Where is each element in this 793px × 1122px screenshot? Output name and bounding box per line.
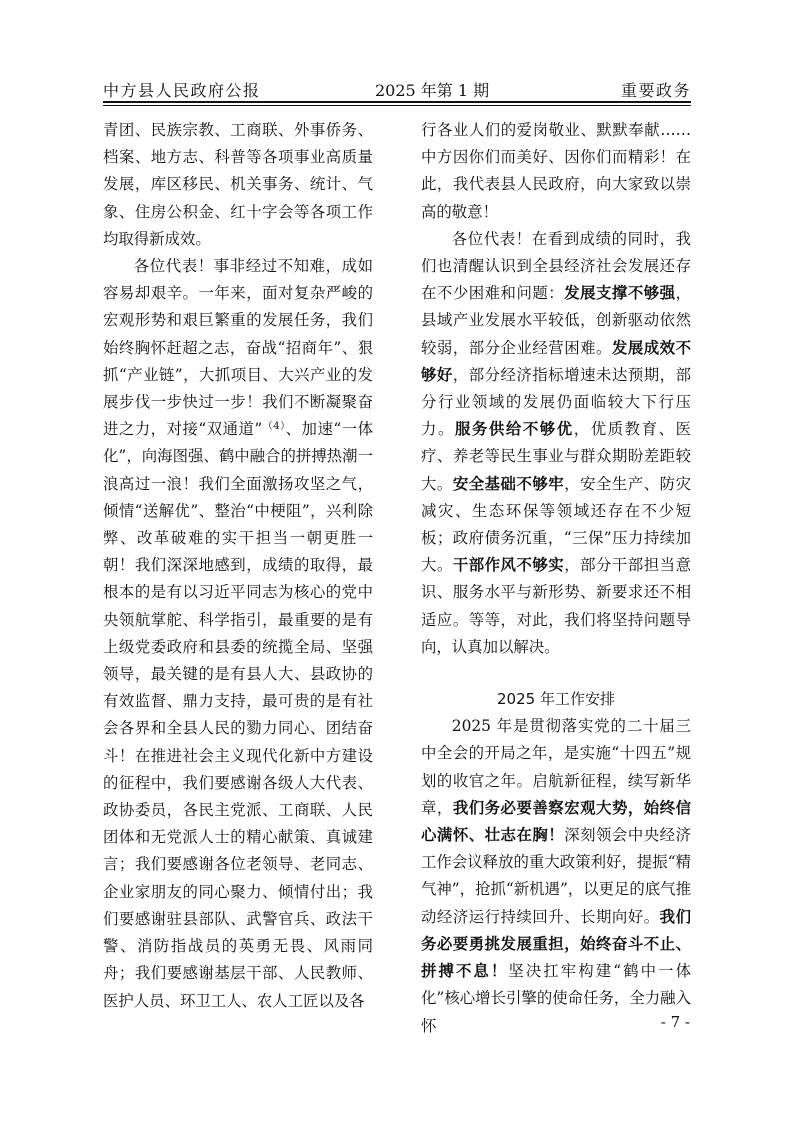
paragraph-text: ，县域产业发展水平较低，创新驱动依然较弱，部分企业经营困难。: [421, 284, 691, 357]
paragraph-achievements: [103, 253, 373, 1015]
paragraph-text: 各位代表！在看到成绩的同时，我们也清醒认识到全县经济社会发展还存在不少困难和问题：: [421, 229, 691, 303]
paragraph-work-plan: [421, 713, 691, 1039]
header-rule-thick: [103, 101, 691, 103]
paragraph-text: ，部分经济指标增速未达预期，部分行业领域的发展仍面临较大下行压力。: [421, 365, 691, 439]
bold-phrase: 发展成效不够好: [421, 338, 691, 384]
bold-phrase: 发展支撑不够强: [564, 284, 676, 303]
paragraph-continued: 青团、民族宗教、工商联、外事侨务、档案、地方志、科普等各项事业高质量发展，库区移民、机关事务、统计、气象、住房公积金、红十字会等各项工作均取得新成效。: [103, 121, 373, 248]
bold-phrase: 安全基础不够牢: [452, 474, 565, 493]
header-section-name: 重要政务: [620, 81, 691, 100]
header-issue: 2025 年第 1 期: [375, 81, 490, 100]
bold-phrase: 我们务必要勇挑发展重担，始终奋斗不止、拼搏不息！: [421, 907, 691, 981]
paragraph-text: ，安全生产、防灾减灾、生态环保等领域还存在不少短板；政府债务沉重，“三保”压力持续加大。: [421, 474, 691, 575]
paragraph-text: 、加速“一体化”，向海图强、鹤中融合的拼搏热潮一浪高过一浪！我们全面激扬攻坚之气，倾情“送解优”、整治“中梗阻”，兴利除弊、改革破难的实干担当一朝更胜一朝！我们深深地感到，成绩的取得，最根本的是有以习近平同志为核心的党中央领航掌舵、科学指引，最重要的是有上级党委政府和县委的统揽全局、坚强领导，最关键的是有县人大、县政协的有效监督、鼎力支持，最可贵的是有社会各界和全县人民的勠力同心、团结奋斗！在推进社会主义现代化新中方建设的征程中，我们要感谢各级人大代表、政协委员，各民主党派、工商联、人民团体和无党派人士的精心献策、真诚建言；我们要感谢各位老领导、老同志、企业家朋友的同心聚力、倾情付出；我们要感谢驻县部队、武警官兵、政法干警、消防指战员的英勇无畏、风雨同舟；我们要感谢基层干部、人民教师、医护人员、环卫工人、农人工匠以及各: [103, 420, 373, 1010]
page-number: - 7 -: [660, 1013, 690, 1031]
paragraph-text: 各位代表！事非经过不知难，成如容易却艰辛。一年来，面对复杂严峻的宏观形势和艰巨繁重的发展任务，我们始终胸怀赶超之志，奋战“招商年”、狠抓“产业链”，大抓项目、大兴产业的发展步伐一步快过一步！我们不断凝聚奋进之力，对接“双通道”: [103, 257, 373, 439]
right-column: [421, 117, 691, 1040]
section-title: 2025 年工作安排: [497, 690, 615, 709]
bold-phrase: 我们务必要善察宏观大势，始终信心满怀、壮志在胸！: [421, 798, 691, 845]
footnote-ref: （4）: [262, 421, 286, 433]
paragraph-continued: 行各业人们的爱岗敬业、默默奉献……中方因你们而美好、因你们而精彩！在此，我代表县人民政府，向大家致以崇高的敬意！: [421, 121, 691, 221]
paragraph-text: ，部分干部担当意识、服务水平与新形势、新要求还不相适应。等等，对此，我们将坚持问题导向，认真加以解决。: [421, 556, 691, 656]
header-publication-title: 中方县人民政府公报: [103, 81, 261, 100]
running-header: [103, 78, 691, 100]
paragraph-text: 坚决扛牢构建“鹤中一体化”核心增长引擎的使命任务，全力融入怀: [421, 962, 691, 1035]
paragraph-text: 2025 年是贯彻落实党的二十届三中全会的开局之年，是实施“十四五”规划的收官之年。启航新征程，续写新华章，: [421, 717, 691, 817]
bold-phrase: 服务供给不够优: [454, 420, 574, 439]
paragraph-text: ，优质教育、医疗、养老等民生事业与群众期盼差距较大。: [421, 420, 691, 493]
bold-phrase: 干部作风不够实: [452, 556, 565, 575]
paragraph-problems: [421, 226, 691, 661]
left-column: [103, 117, 373, 1015]
paragraph-text: 深刻领会中央经济工作会议释放的重大政策利好，提振“精气神”，抢抓“新机遇”，以更足的底气推动经济运行持续回升、长期向好。: [421, 826, 691, 926]
header-rule-thin: [103, 105, 691, 106]
